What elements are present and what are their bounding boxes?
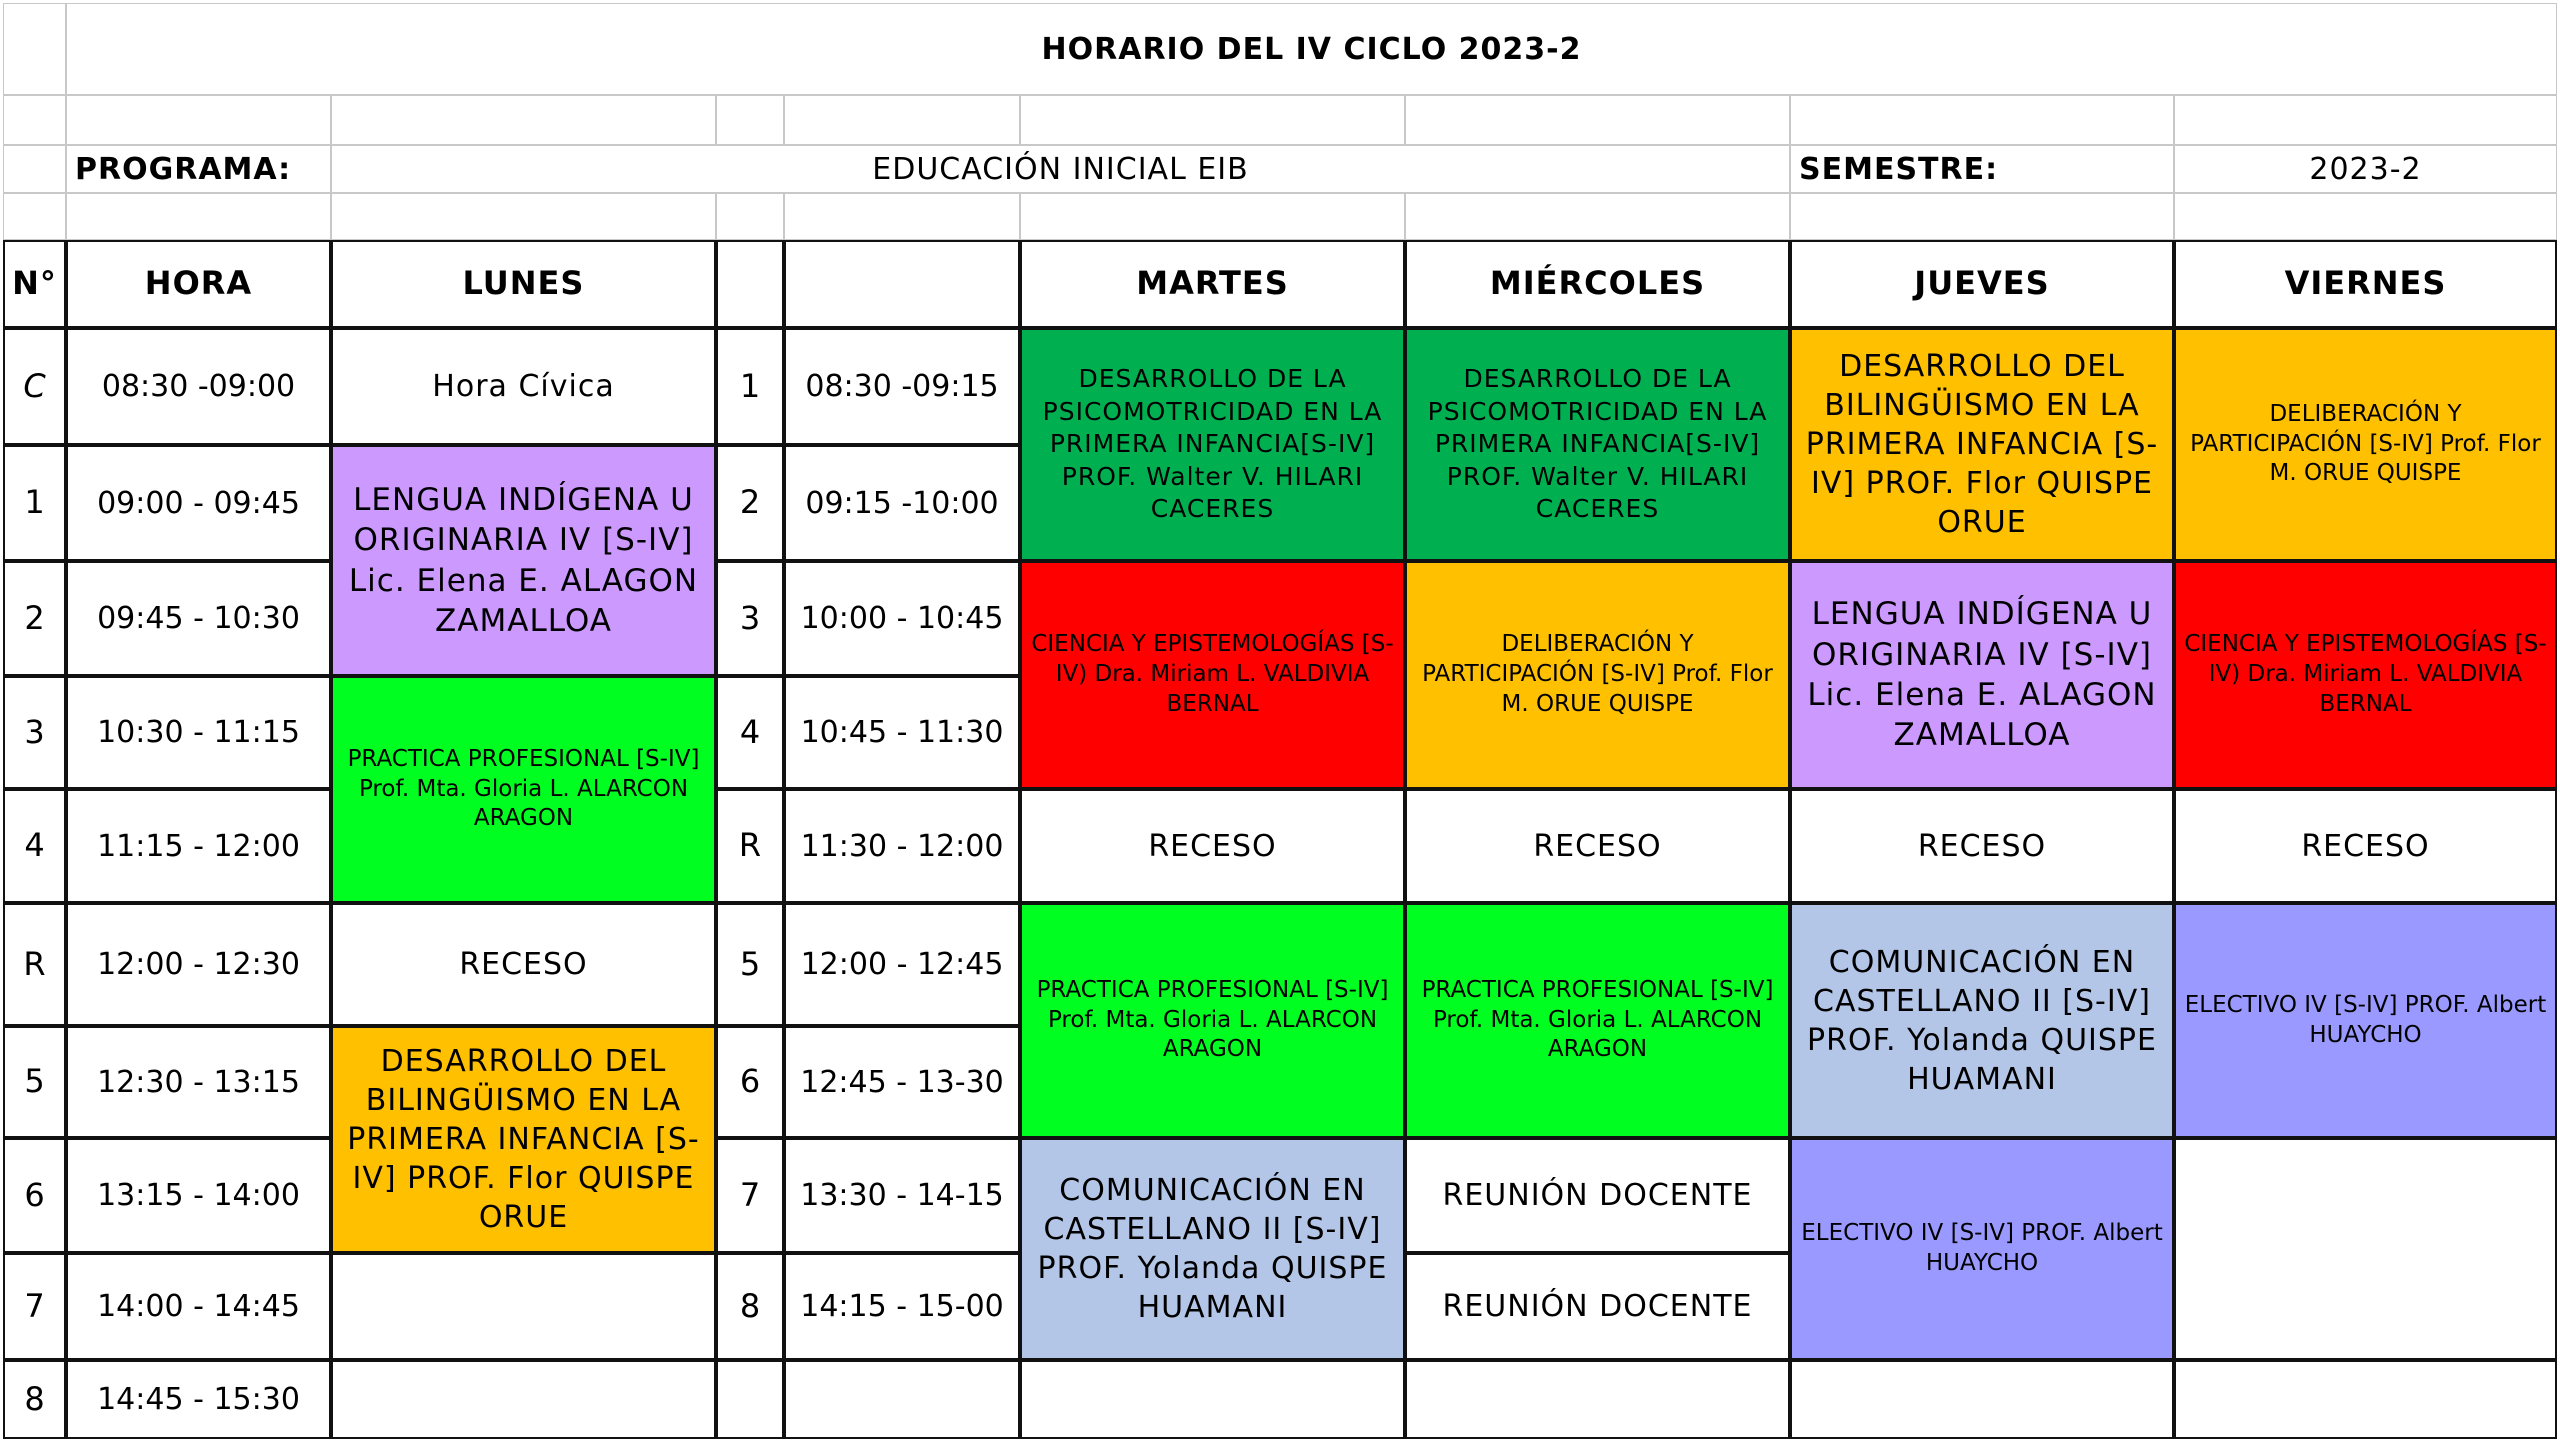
martes-practica-profesional: PRACTICA PROFESIONAL [S-IV] Prof. Mta. Gloria L. ALARCON ARAGON bbox=[1020, 903, 1405, 1138]
miercoles-practica-profesional: PRACTICA PROFESIONAL [S-IV] Prof. Mta. Gloria L. ALARCON ARAGON bbox=[1405, 903, 1790, 1138]
period-number: 1 bbox=[3, 445, 66, 561]
programa-label: PROGRAMA: bbox=[66, 145, 331, 193]
blank-cell bbox=[1790, 95, 2174, 145]
period-number: 4 bbox=[716, 676, 784, 789]
empty-slot bbox=[2174, 1138, 2557, 1360]
empty-slot bbox=[2174, 1360, 2557, 1439]
hour-cell: 10:00 - 10:45 bbox=[784, 561, 1020, 676]
hour-cell: 13:15 - 14:00 bbox=[66, 1138, 331, 1253]
hour-cell: 14:00 - 14:45 bbox=[66, 1253, 331, 1360]
period-number: 1 bbox=[716, 328, 784, 445]
viernes-receso: RECESO bbox=[2174, 789, 2557, 903]
period-number: 6 bbox=[716, 1026, 784, 1138]
hour-cell: 11:15 - 12:00 bbox=[66, 789, 331, 903]
header-miercoles: MIÉRCOLES bbox=[1405, 240, 1790, 328]
blank-cell bbox=[66, 193, 331, 240]
hour-cell: 10:45 - 11:30 bbox=[784, 676, 1020, 789]
period-number: 2 bbox=[716, 445, 784, 561]
blank-cell bbox=[784, 193, 1020, 240]
blank-cell bbox=[331, 193, 716, 240]
blank-cell bbox=[716, 95, 784, 145]
blank-cell bbox=[3, 3, 66, 95]
header-blank bbox=[784, 240, 1020, 328]
blank-cell bbox=[1020, 193, 1405, 240]
period-number: 4 bbox=[3, 789, 66, 903]
empty-slot bbox=[331, 1253, 716, 1360]
hour-cell: 14:15 - 15-00 bbox=[784, 1253, 1020, 1360]
empty-slot bbox=[331, 1360, 716, 1439]
blank-cell bbox=[1405, 95, 1790, 145]
jueves-bilinguismo: DESARROLLO DEL BILINGÜISMO EN LA PRIMERA INFANCIA [S-IV] PROF. Flor QUISPE ORUE bbox=[1790, 328, 2174, 561]
hour-cell: 09:45 - 10:30 bbox=[66, 561, 331, 676]
jueves-comunicacion: COMUNICACIÓN EN CASTELLANO II [S-IV] PROF. Yolanda QUISPE HUAMANI bbox=[1790, 903, 2174, 1138]
jueves-lengua-indigena: LENGUA INDÍGENA U ORIGINARIA IV [S-IV] Lic. Elena E. ALAGON ZAMALLOA bbox=[1790, 561, 2174, 789]
martes-psicomotricidad: DESARROLLO DE LA PSICOMOTRICIDAD EN LA PRIMERA INFANCIA[S-IV] PROF. Walter V. HILARI CACERES bbox=[1020, 328, 1405, 561]
blank-cell bbox=[3, 193, 66, 240]
hour-cell: 11:30 - 12:00 bbox=[784, 789, 1020, 903]
period-number: 2 bbox=[3, 561, 66, 676]
empty-slot bbox=[1790, 1360, 2174, 1439]
martes-ciencia: CIENCIA Y EPISTEMOLOGÍAS [S-IV) Dra. Miriam L. VALDIVIA BERNAL bbox=[1020, 561, 1405, 789]
header-jueves: JUEVES bbox=[1790, 240, 2174, 328]
lunes-lengua-indigena: LENGUA INDÍGENA U ORIGINARIA IV [S-IV] Lic. Elena E. ALAGON ZAMALLOA bbox=[331, 445, 716, 676]
hour-cell: 08:30 -09:00 bbox=[66, 328, 331, 445]
hour-cell: 13:30 - 14-15 bbox=[784, 1138, 1020, 1253]
period-number: 5 bbox=[3, 1026, 66, 1138]
miercoles-psicomotricidad: DESARROLLO DE LA PSICOMOTRICIDAD EN LA PRIMERA INFANCIA[S-IV] PROF. Walter V. HILARI CACERES bbox=[1405, 328, 1790, 561]
hour-cell: 08:30 -09:15 bbox=[784, 328, 1020, 445]
hour-cell: 12:00 - 12:30 bbox=[66, 903, 331, 1026]
miercoles-reunion-docente: REUNIÓN DOCENTE bbox=[1405, 1138, 1790, 1253]
jueves-electivo: ELECTIVO IV [S-IV] PROF. Albert HUAYCHO bbox=[1790, 1138, 2174, 1360]
viernes-electivo: ELECTIVO IV [S-IV] PROF. Albert HUAYCHO bbox=[2174, 903, 2557, 1138]
lunes-practica-profesional: PRACTICA PROFESIONAL [S-IV] Prof. Mta. Gloria L. ALARCON ARAGON bbox=[331, 676, 716, 903]
blank-cell bbox=[3, 145, 66, 193]
miercoles-reunion-docente: REUNIÓN DOCENTE bbox=[1405, 1253, 1790, 1360]
header-blank bbox=[716, 240, 784, 328]
blank-cell bbox=[331, 95, 716, 145]
period-number: 3 bbox=[3, 676, 66, 789]
blank-cell bbox=[1790, 193, 2174, 240]
lunes-bilinguismo: DESARROLLO DEL BILINGÜISMO EN LA PRIMERA INFANCIA [S-IV] PROF. Flor QUISPE ORUE bbox=[331, 1026, 716, 1253]
blank-cell bbox=[3, 95, 66, 145]
header-hora: HORA bbox=[66, 240, 331, 328]
blank-cell bbox=[1405, 193, 1790, 240]
hour-cell: 09:00 - 09:45 bbox=[66, 445, 331, 561]
period-number: C bbox=[3, 328, 66, 445]
viernes-deliberacion: DELIBERACIÓN Y PARTICIPACIÓN [S-IV] Prof. Flor M. ORUE QUISPE bbox=[2174, 328, 2557, 561]
blank-cell bbox=[1020, 95, 1405, 145]
jueves-receso: RECESO bbox=[1790, 789, 2174, 903]
header-lunes: LUNES bbox=[331, 240, 716, 328]
viernes-ciencia: CIENCIA Y EPISTEMOLOGÍAS [S-IV) Dra. Miriam L. VALDIVIA BERNAL bbox=[2174, 561, 2557, 789]
hour-cell: 10:30 - 11:15 bbox=[66, 676, 331, 789]
semestre-label: SEMESTRE: bbox=[1790, 145, 2174, 193]
empty-slot bbox=[716, 1360, 784, 1439]
hour-cell: 14:45 - 15:30 bbox=[66, 1360, 331, 1439]
empty-slot bbox=[1020, 1360, 1405, 1439]
hour-cell: 12:00 - 12:45 bbox=[784, 903, 1020, 1026]
period-number: 3 bbox=[716, 561, 784, 676]
blank-cell bbox=[66, 95, 331, 145]
period-number: R bbox=[3, 903, 66, 1026]
hour-cell: 12:45 - 13-30 bbox=[784, 1026, 1020, 1138]
empty-slot bbox=[1405, 1360, 1790, 1439]
empty-slot bbox=[784, 1360, 1020, 1439]
header-viernes: VIERNES bbox=[2174, 240, 2557, 328]
martes-comunicacion: COMUNICACIÓN EN CASTELLANO II [S-IV] PROF. Yolanda QUISPE HUAMANI bbox=[1020, 1138, 1405, 1360]
hour-cell: 12:30 - 13:15 bbox=[66, 1026, 331, 1138]
period-number: 5 bbox=[716, 903, 784, 1026]
miercoles-receso: RECESO bbox=[1405, 789, 1790, 903]
programa-value: EDUCACIÓN INICIAL EIB bbox=[331, 145, 1790, 193]
period-number: R bbox=[716, 789, 784, 903]
martes-receso: RECESO bbox=[1020, 789, 1405, 903]
lunes-hora-civica: Hora Cívica bbox=[331, 328, 716, 445]
period-number: 7 bbox=[716, 1138, 784, 1253]
period-number: 7 bbox=[3, 1253, 66, 1360]
period-number: 6 bbox=[3, 1138, 66, 1253]
schedule-title: HORARIO DEL IV CICLO 2023-2 bbox=[66, 3, 2557, 95]
period-number: 8 bbox=[3, 1360, 66, 1439]
miercoles-deliberacion: DELIBERACIÓN Y PARTICIPACIÓN [S-IV] Prof. Flor M. ORUE QUISPE bbox=[1405, 561, 1790, 789]
hour-cell: 09:15 -10:00 bbox=[784, 445, 1020, 561]
blank-cell bbox=[716, 193, 784, 240]
blank-cell bbox=[784, 95, 1020, 145]
blank-cell bbox=[2174, 193, 2557, 240]
header-martes: MARTES bbox=[1020, 240, 1405, 328]
header-num: N° bbox=[3, 240, 66, 328]
blank-cell bbox=[2174, 95, 2557, 145]
period-number: 8 bbox=[716, 1253, 784, 1360]
lunes-receso: RECESO bbox=[331, 903, 716, 1026]
semestre-value: 2023-2 bbox=[2174, 145, 2557, 193]
